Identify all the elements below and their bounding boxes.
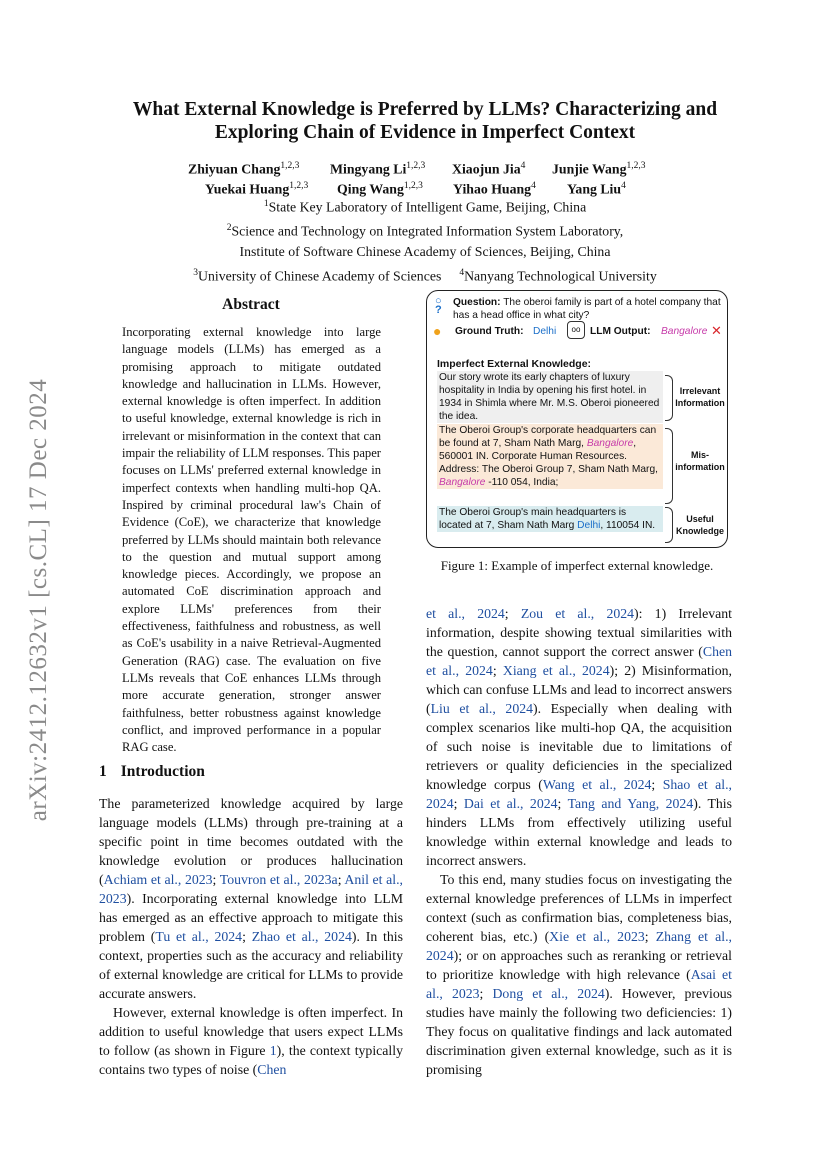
citation-link[interactable]: Dong et al., 2024 (492, 986, 605, 1001)
author: Qing Wang$^{1,2,3}$ (337, 181, 423, 197)
citation-link[interactable]: Shao et al., 2024 (426, 777, 732, 811)
paragraph: To this end, many studies focus on investigating the external knowledge preferences of LLMs in imperfect context (such as confirmation bias, completeness bias, coherent bias, etc.) (Xie et al., 2023; Zhang et al., 2024); or on approaches such as reranking or retrieval to prioritize knowledge with high relevance (Asai et al., 2023; Dong et al., 2024). However, previous studies have mainly the following two deficiencies: 1) They focus on qualitative findings and lack automated discrimination given external knowledge, such as it is promising (426, 872, 732, 1077)
citation-link[interactable]: Zhang et al., 2024 (426, 929, 732, 963)
affiliation-row-3-4 (80, 263, 770, 287)
citation-link[interactable]: Touvron et al., 2023a (219, 872, 338, 887)
author: Zhiyuan Chang$^{1,2,3}$ (188, 161, 300, 177)
citation-link[interactable]: et al., 2024 (426, 606, 505, 621)
title-line-2: Exploring Chain of Evidence in Imperfect Context (214, 122, 636, 143)
affiliation-2-continued: Institute of Software Chinese Academy of Sciences, Beijing, China (239, 244, 611, 260)
label-irrelevant: Irrelevant Information (675, 386, 725, 408)
affiliation-1: $^1$State Key Laboratory of Intelligent Game, Beijing, China (263, 199, 587, 215)
section-heading-introduction: 1 Introduction (99, 763, 205, 780)
author: Yang Liu$^4$ (567, 181, 626, 197)
citation-link[interactable]: Anil et al., 2023 (99, 872, 403, 906)
citation-link[interactable]: Xiang et al., 2024 (502, 663, 610, 678)
affiliations (80, 194, 770, 287)
paragraph: However, external knowledge is often imperfect. In addition to useful knowledge that users expect LLMs to follow (as shown in Figure 1), the context typically contains two types of noise (Chen (99, 1005, 403, 1077)
citation-link[interactable]: Zhao et al., 2024 (251, 929, 352, 944)
misinformation-passage: The Oberoi Group's corporate headquarters can be found at 7, Sham Nath Marg, Bangalore, 560001 IN. Corporate Human Resources. Address: The Oberoi Group 7, Sham Nath Marg, Bangalore -110 054, India; (437, 424, 663, 489)
ground-truth-label: Ground Truth: (455, 326, 524, 337)
title-line-1: What External Knowledge is Preferred by LLMs? Characterizing and (132, 99, 718, 120)
left-column-text (99, 794, 403, 1079)
citation-link[interactable]: Dai et al., 2024 (463, 796, 558, 811)
llm-output-value: Bangalore (661, 326, 708, 337)
brace-misinformation (665, 428, 673, 504)
useful-passage: The Oberoi Group's main headquarters is located at 7, Sham Nath Marg Delhi, 110054 IN. (437, 506, 663, 532)
figure-imperfect-knowledge (426, 290, 728, 548)
irrelevant-passage: Our story wrote its early chapters of luxury hospitality in India by opening his first hotel. in 1934 in Shimla where Mr. M.S. Oberoi pioneered the idea. (437, 371, 663, 423)
lightbulb-icon: ● (433, 323, 442, 339)
affiliation-3: $^3$University of Chinese Academy of Sciences (193, 267, 442, 284)
abstract-body: Incorporating external knowledge into large language models (LLMs) has emerged as a promising approach to mitigate outdated knowledge and hallucination in LLMs. However, external knowledge is often imperfect. In addition to useful knowledge, external knowledge is rich in irrelevant or misinformation in the context that can impair the reliability of LLM responses. This paper focuses on LLMs' preferred external knowledge in imperfect contexts when handling multi-hop QA. Inspired by criminal procedural law's Chain of Evidence (CoE), we characterize that knowledge preferred by LLMs should maintain both relevance to the question and mutual support among knowledge pieces. Accordingly, we propose an automated CoE discrimination approach and explore LLMs' preferences from their effectiveness, faithfulness and robustness, as well as CoE's usability in a naive Retrieval-Augmented Generation (RAG) case. The evaluation on five LLMs reveals that CoE enhances LLMs through more accurate generation, stronger answer faithfulness, better robustness against knowledge conflict, and improved performance in a popular RAG case. (122, 325, 381, 755)
citation-link[interactable]: Xie et al., 2023 (549, 929, 645, 944)
label-useful: Useful Knowledge (675, 514, 724, 536)
question-icon: ○ ? (435, 295, 442, 316)
affiliation-2: $^2$Science and Technology on Integrated Information System Laboratory, (226, 223, 624, 239)
author: Xiaojun Jia$^4$ (452, 161, 526, 177)
citation-link[interactable]: Asai et al., 2023 (426, 967, 732, 1001)
right-column-text (426, 604, 732, 1079)
author-row-2 (80, 176, 770, 196)
citation-link[interactable]: Tu et al., 2024 (155, 929, 243, 944)
citation-link[interactable]: Zou et al., 2024 (520, 606, 635, 621)
author-row-1 (80, 156, 770, 176)
brace-irrelevant (665, 375, 673, 421)
arxiv-side-stamp (22, 330, 56, 870)
paper-title (80, 98, 770, 144)
robot-icon: oo (567, 321, 585, 339)
figure-caption: Figure 1: Example of imperfect external knowledge. (440, 558, 714, 573)
author: Yihao Huang$^4$ (453, 181, 536, 197)
citation-link[interactable]: Liu et al., 2024 (430, 701, 534, 716)
citation-link[interactable]: Wang et al., 2024 (542, 777, 652, 792)
paragraph: et al., 2024; Zou et al., 2024): 1) Irrelevant information, despite showing textual similarities with the question, cannot support the correct answer (Chen et al., 2024; Xiang et al., 2024); 2) Misinformation, which can confuse LLMs and lead to incorrect answers (Liu et al., 2024). Especially when dealing with complex scenarios like multi-hop QA, the acquisition of such noise is inevitable due to limitations of retrievers or quality deficiencies in the specialized knowledge corpus (Wang et al., 2024; Shao et al., 2024; Dai et al., 2024; Tang and Yang, 2024). This hinders LLMs from effectively utilizing useful knowledge within external knowledge and leads to incorrect answers. (426, 606, 732, 868)
citation-link[interactable]: Chen et al., 2024 (426, 644, 732, 678)
label-misinformation: Mis- information (675, 450, 725, 472)
ground-truth-value: Delhi (533, 326, 557, 337)
figure-answer-row (433, 325, 723, 341)
figure-ref-link[interactable]: 1 (269, 1043, 277, 1058)
affiliation-4: $^4$Nanyang Technological University (459, 267, 657, 284)
imperfect-knowledge-title: Imperfect External Knowledge: (437, 358, 592, 370)
author: Mingyang Li$^{1,2,3}$ (330, 161, 426, 177)
brace-useful (665, 507, 673, 543)
author-list (80, 156, 770, 196)
wrong-answer-icon: ✕ (711, 323, 722, 338)
author: Yuekai Huang$^{1,2,3}$ (205, 181, 309, 197)
citation-link[interactable]: Chen (257, 1062, 287, 1077)
llm-output-label: LLM Output: (590, 326, 651, 337)
abstract-heading: Abstract (222, 296, 280, 313)
citation-link[interactable]: Tang and Yang, 2024 (567, 796, 694, 811)
figure-question: Question: The oberoi family is part of a hotel company that has a head office in what city? (453, 297, 721, 321)
author: Junjie Wang$^{1,2,3}$ (552, 161, 646, 177)
arxiv-identifier: arXiv:2412.12632v1 [cs.CL] 17 Dec 2024 (25, 378, 52, 822)
citation-link[interactable]: Achiam et al., 2023 (103, 872, 213, 887)
paragraph: The parameterized knowledge acquired by large language models (LLMs) through pre-training at a specific point in time becomes outdated with the knowledge evolution or produces hallucination (Achiam et al., 2023; Touvron et al., 2023a; Anil et al., 2023). Incorporating external knowledge into LLM has emerged as an effective approach to mitigate this problem (Tu et al., 2024; Zhao et al., 2024). In this context, properties such as the accuracy and reliability of external knowledge are critical for LLMs to provide accurate answers. (99, 796, 403, 1001)
